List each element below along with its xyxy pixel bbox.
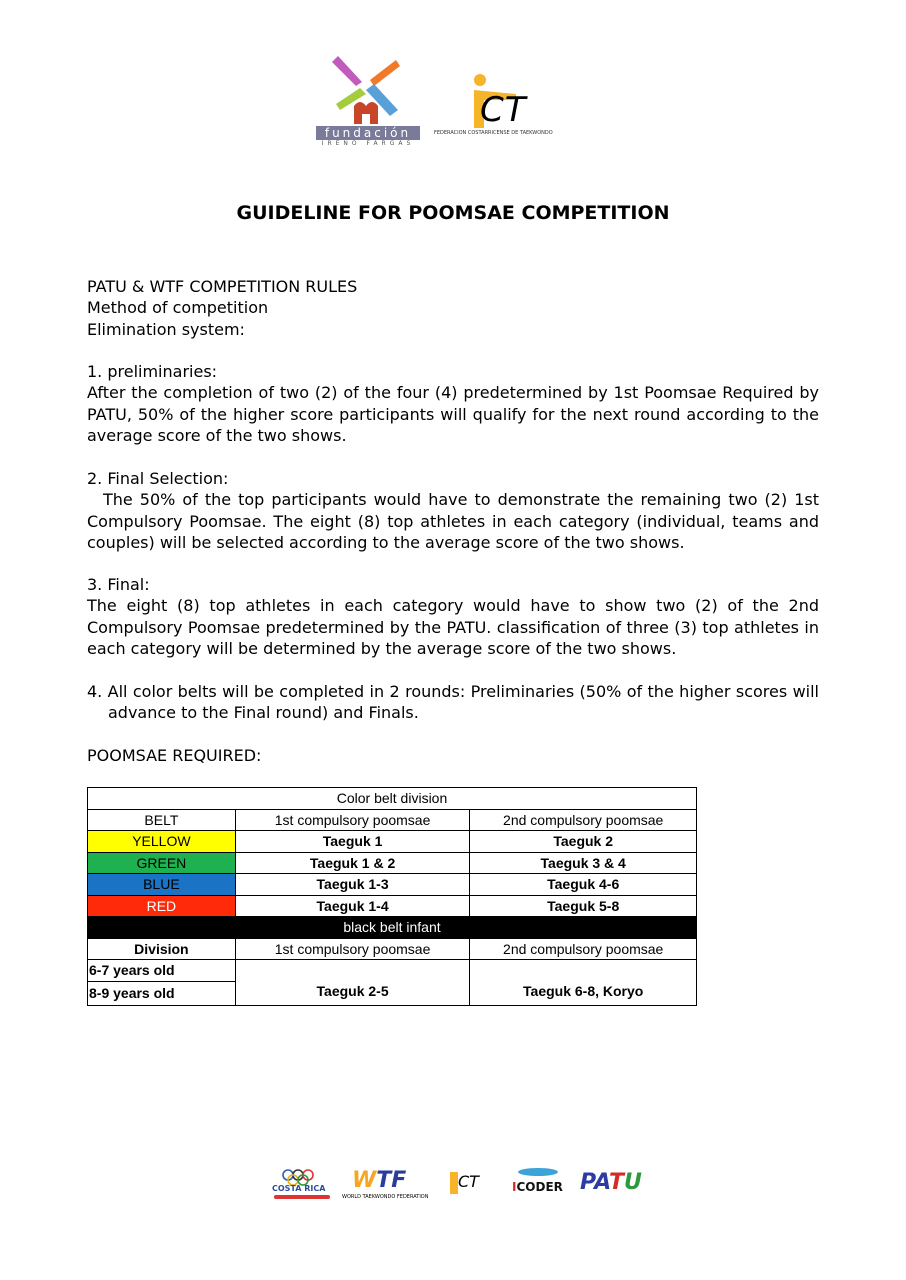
second-poomsae: Taeguk 2 — [470, 831, 697, 853]
wtf-logo — [342, 1166, 434, 1204]
second-poomsae: Taeguk 3 & 4 — [470, 852, 697, 874]
intro-line-1: PATU & WTF COMPETITION RULES — [87, 277, 358, 296]
first-poomsae: Taeguk 1 & 2 — [235, 852, 470, 874]
belt-blue: BLUE — [88, 874, 236, 896]
table-row — [88, 852, 697, 874]
fct-letters: CT — [480, 90, 527, 130]
fundacion-logo — [310, 52, 430, 150]
header-logos — [310, 52, 600, 152]
table-row — [88, 831, 697, 853]
poomsae-required-text: POOMSAE REQUIRED: — [87, 746, 262, 765]
poomsae-required-label — [87, 745, 819, 766]
intro-line-3: Elimination system: — [87, 319, 245, 339]
footer-logos — [270, 1166, 650, 1206]
table-row — [88, 895, 697, 917]
flag-stripe-icon — [274, 1195, 330, 1199]
second-poomsae: Taeguk 4-6 — [470, 874, 697, 896]
fct-logo — [430, 72, 600, 152]
section-color-belts — [87, 681, 819, 724]
wtf-label: WORLD TAEKWONDO FEDERATION — [342, 1194, 429, 1200]
costa-rica-label: COSTA RICA — [272, 1184, 326, 1193]
header-belt: BELT — [88, 809, 236, 831]
fundacion-sub: IRENO FARGAS — [321, 140, 415, 147]
header-second: 2nd compulsory poomsae — [470, 938, 697, 960]
section-heading: 2. Final Selection: — [87, 469, 229, 488]
intro-block — [87, 276, 819, 340]
section-heading: 1. preliminaries: — [87, 362, 218, 381]
section-text: 4. All color belts will be completed in 2 rounds: Preliminaries (50% of the higher scores will advance to the Final round) and Finals. — [87, 682, 819, 723]
belt-yellow: YELLOW — [88, 831, 236, 853]
section-heading: 3. Final: — [87, 575, 150, 594]
division-6-7: 6-7 years old — [88, 960, 236, 982]
header-division: Division — [88, 938, 236, 960]
intro-line-2: Method of competition — [87, 298, 269, 318]
hands-icon — [310, 52, 430, 128]
black-belt-title-row — [88, 917, 697, 939]
fct-sub: FEDERACION COSTARRICENSE DE TAEKWONDO — [434, 130, 553, 136]
black-second-poomsae: Taeguk 6-8, Koryo — [470, 960, 697, 1006]
section-text: The eight (8) top athletes in each category would have to show two (2) of the 2nd Compulsory Poomsae predetermined by the PATU. classification of three (3) top athletes in each category will be determined by the average score of the two shows. — [87, 596, 819, 658]
poomsae-table — [87, 787, 697, 1006]
black-belt-title: black belt infant — [88, 917, 697, 939]
second-poomsae: Taeguk 5-8 — [470, 895, 697, 917]
first-poomsae: Taeguk 1-3 — [235, 874, 470, 896]
table-title-row — [88, 788, 697, 810]
fct-footer-letters: CT — [458, 1172, 479, 1191]
kick-figure-icon — [450, 1172, 458, 1194]
section-text: After the completion of two (2) of the four (4) predetermined by 1st Poomsae Required by PATU, 50% of the higher score participants will qualify for the next round according to the average score of the two shows. — [87, 383, 819, 445]
header-first: 1st compulsory poomsae — [235, 809, 470, 831]
icoder-label: ICODER — [512, 1180, 563, 1194]
wtf-letters: WTF — [352, 1168, 407, 1193]
swoosh-icon — [518, 1168, 558, 1176]
color-belt-title: Color belt division — [88, 788, 697, 810]
table-row — [88, 874, 697, 896]
fct-footer-logo — [436, 1166, 508, 1204]
header-first: 1st compulsory poomsae — [235, 938, 470, 960]
section-preliminaries — [87, 361, 819, 446]
patu-logo — [578, 1166, 648, 1204]
page-title: GUIDELINE FOR POOMSAE COMPETITION — [236, 202, 670, 224]
black-first-poomsae: Taeguk 2-5 — [235, 960, 470, 1006]
first-poomsae: Taeguk 1-4 — [235, 895, 470, 917]
table-row — [88, 960, 697, 982]
section-final-selection — [87, 468, 819, 553]
division-8-9: 8-9 years old — [88, 981, 236, 1005]
costa-rica-olympic-logo — [270, 1166, 336, 1204]
table-header-row — [88, 809, 697, 831]
fundacion-word: fundación — [316, 126, 420, 140]
first-poomsae: Taeguk 1 — [235, 831, 470, 853]
section-final — [87, 574, 819, 659]
black-header-row — [88, 938, 697, 960]
belt-green: GREEN — [88, 852, 236, 874]
header-second: 2nd compulsory poomsae — [470, 809, 697, 831]
section-text: The 50% of the top participants would have to demonstrate the remaining two (2) 1st Compulsory Poomsae. The eight (8) top athletes in each category (individual, teams and couples) will be selected according to the average score of the two shows. — [87, 490, 819, 552]
patu-letters: PATU — [580, 1170, 642, 1195]
icoder-logo — [510, 1166, 574, 1204]
belt-red: RED — [88, 895, 236, 917]
